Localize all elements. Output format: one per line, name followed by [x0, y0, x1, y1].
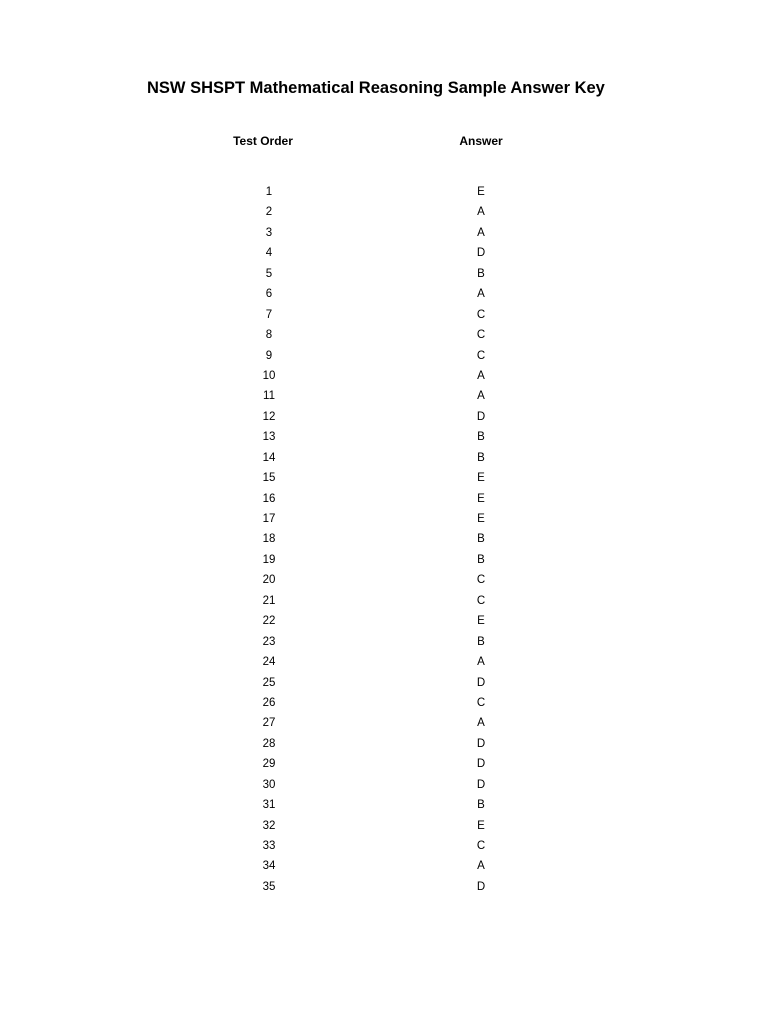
- table-row: [0, 223, 768, 243]
- table-row: [0, 713, 768, 733]
- table-row: [0, 673, 768, 693]
- test-order-cell: 9: [265, 349, 273, 362]
- table-row: [0, 570, 768, 590]
- test-order-cell: 25: [262, 676, 276, 689]
- test-order-cell: 28: [262, 737, 276, 750]
- table-row: [0, 795, 768, 815]
- table-row: [0, 877, 768, 897]
- answer-cell: C: [476, 594, 486, 607]
- test-order-cell: 19: [262, 553, 276, 566]
- table-row: [0, 836, 768, 856]
- test-order-cell: 1: [265, 186, 273, 198]
- answer-cell: E: [477, 615, 485, 628]
- answer-cell: E: [477, 186, 485, 198]
- test-order-cell: 32: [262, 819, 276, 832]
- table-row: [0, 346, 768, 366]
- test-order-cell: 10: [262, 369, 276, 382]
- test-order-cell: 27: [262, 717, 276, 730]
- test-order-cell: 24: [262, 656, 276, 669]
- answer-cell: C: [476, 329, 486, 342]
- table-row: [0, 632, 768, 652]
- table-row: [0, 509, 768, 529]
- answer-cell: C: [476, 574, 486, 587]
- answer-cell: D: [476, 737, 486, 750]
- table-row: [0, 202, 768, 222]
- test-order-cell: 13: [262, 431, 276, 444]
- answer-cell: E: [477, 492, 485, 505]
- table-row: [0, 325, 768, 345]
- column-header-test-order: Test Order: [233, 134, 293, 148]
- test-order-cell: 16: [262, 492, 276, 505]
- answer-cell: B: [477, 431, 485, 444]
- answer-cell: E: [477, 513, 485, 525]
- table-row: [0, 652, 768, 672]
- test-order-cell: 12: [262, 410, 276, 423]
- table-row: [0, 693, 768, 713]
- table-row: [0, 489, 768, 509]
- answer-cell: A: [477, 369, 485, 382]
- test-order-cell: 35: [262, 880, 276, 893]
- table-row: [0, 305, 768, 325]
- table-row: [0, 816, 768, 836]
- test-order-cell: 29: [262, 758, 276, 771]
- test-order-cell: 30: [262, 778, 276, 791]
- answer-cell: A: [477, 717, 485, 730]
- answer-cell: B: [477, 553, 485, 566]
- test-order-cell: 6: [265, 288, 273, 301]
- test-order-cell: 22: [262, 615, 276, 628]
- answer-cell: E: [477, 819, 485, 832]
- answer-cell: D: [476, 676, 486, 689]
- test-order-cell: 8: [265, 329, 273, 342]
- answer-cell: D: [476, 778, 486, 791]
- answer-key-table: [0, 182, 768, 897]
- answer-cell: C: [476, 349, 486, 362]
- table-row: [0, 448, 768, 468]
- table-row: [0, 427, 768, 447]
- test-order-cell: 23: [262, 635, 276, 648]
- table-row: [0, 407, 768, 427]
- column-header-answer: Answer: [459, 134, 503, 148]
- answer-cell: C: [476, 840, 486, 852]
- answer-cell: D: [476, 758, 486, 771]
- answer-cell: A: [477, 206, 485, 219]
- test-order-cell: 34: [262, 860, 276, 873]
- table-row: [0, 611, 768, 631]
- table-row: [0, 366, 768, 386]
- answer-cell: E: [477, 472, 485, 485]
- table-row: [0, 243, 768, 263]
- test-order-cell: 17: [262, 513, 276, 525]
- answer-cell: A: [477, 656, 485, 669]
- test-order-cell: 15: [262, 472, 276, 485]
- table-row: [0, 550, 768, 570]
- test-order-cell: 26: [262, 696, 276, 709]
- answer-cell: A: [477, 390, 485, 403]
- table-row: [0, 468, 768, 488]
- answer-cell: B: [477, 267, 485, 280]
- table-row: [0, 264, 768, 284]
- table-row: [0, 856, 768, 876]
- answer-cell: B: [477, 635, 485, 648]
- test-order-cell: 18: [262, 533, 276, 546]
- table-row: [0, 591, 768, 611]
- answer-cell: A: [477, 226, 485, 239]
- test-order-cell: 7: [265, 308, 273, 321]
- answer-cell: C: [476, 308, 486, 321]
- answer-cell: D: [476, 247, 486, 260]
- answer-cell: A: [477, 288, 485, 301]
- test-order-cell: 5: [265, 267, 273, 280]
- test-order-cell: 2: [265, 206, 273, 219]
- answer-cell: B: [477, 451, 485, 464]
- table-row: [0, 386, 768, 406]
- table-row: [0, 775, 768, 795]
- test-order-cell: 21: [262, 594, 276, 607]
- answer-cell: B: [477, 533, 485, 546]
- page-title: NSW SHSPT Mathematical Reasoning Sample Answer Key: [147, 79, 605, 97]
- answer-cell: D: [476, 410, 486, 423]
- test-order-cell: 33: [262, 840, 276, 852]
- table-row: [0, 734, 768, 754]
- answer-cell: C: [476, 696, 486, 709]
- test-order-cell: 3: [265, 226, 273, 239]
- test-order-cell: 14: [262, 451, 276, 464]
- answer-cell: D: [476, 880, 486, 893]
- test-order-cell: 4: [265, 247, 273, 260]
- test-order-cell: 31: [262, 799, 276, 812]
- answer-cell: A: [477, 860, 485, 873]
- table-row: [0, 284, 768, 304]
- test-order-cell: 11: [263, 390, 275, 403]
- table-row: [0, 754, 768, 774]
- table-row: [0, 182, 768, 202]
- test-order-cell: 20: [262, 574, 276, 587]
- answer-cell: B: [477, 799, 485, 812]
- table-row: [0, 529, 768, 549]
